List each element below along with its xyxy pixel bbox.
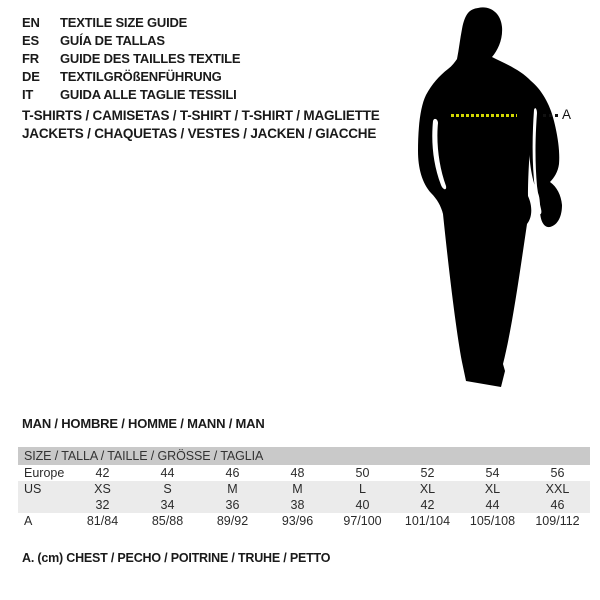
chest-measure-dashes-yellow [451,114,517,117]
size-cell: XXL [545,482,570,496]
row-label: A [24,514,33,528]
size-cell: 44 [485,498,500,512]
table-row-chest-a [18,513,590,529]
language-row [22,49,240,67]
size-cell: 89/92 [216,514,249,528]
size-cell: 38 [290,498,305,512]
language-label: GUIDE DES TAILLES TEXTILE [60,50,241,66]
language-row [22,13,240,31]
row-label: Europe [24,466,65,480]
footnote-chest: A. (cm) CHEST / PECHO / POITRINE / TRUHE / PETTO [22,551,331,565]
chest-measure-label: A [562,107,572,122]
size-cell: M [292,482,303,496]
category-tshirts: T-SHIRTS / CAMISETAS / T-SHIRT / T-SHIRT / MAGLIETTE [22,108,380,123]
language-code: IT [22,86,34,102]
size-cell: 50 [355,466,370,480]
size-cell: XS [94,482,111,496]
language-row [22,67,240,85]
language-label: TEXTILE SIZE GUIDE [60,14,188,30]
size-cell: 46 [225,466,240,480]
chest-measure-dashes-black [543,114,560,117]
language-code: FR [22,50,39,66]
language-code: EN [22,14,40,30]
language-label: GUÍA DE TALLAS [60,32,165,48]
man-silhouette [418,7,562,387]
size-cell: 40 [355,498,370,512]
size-figure [400,0,600,400]
size-cell: 81/84 [86,514,119,528]
size-cell: 42 [95,466,110,480]
man-silhouette-svg [400,0,600,400]
category-lines [22,107,380,143]
size-cell: 97/100 [343,514,382,528]
size-cell: L [359,482,366,496]
size-cell: 105/108 [469,514,516,528]
size-cell: 32 [95,498,110,512]
size-cell: 34 [160,498,175,512]
size-cell: 46 [550,498,565,512]
size-cell: 85/88 [151,514,184,528]
table-row-europe [18,465,590,481]
language-label: TEXTILGRÖßENFÜHRUNG [60,68,222,84]
size-cell: XL [419,482,436,496]
size-cell: 56 [550,466,565,480]
language-label: GUIDA ALLE TAGLIE TESSILI [60,86,237,102]
size-cell: 42 [420,498,435,512]
size-cell: 101/104 [404,514,451,528]
size-cell: 48 [290,466,305,480]
language-row [22,31,240,49]
size-cell: S [163,482,172,496]
size-table-header: SIZE / TALLA / TAILLE / GRÖSSE / TAGLIA [18,447,590,465]
size-cell: M [227,482,238,496]
size-cell: 54 [485,466,500,480]
row-label: US [24,482,42,496]
language-row [22,85,240,103]
language-guide-list [22,13,240,103]
size-cell: 52 [420,466,435,480]
language-code: DE [22,68,40,84]
size-table [18,447,590,529]
size-cell: 93/96 [281,514,314,528]
size-cell: 36 [225,498,240,512]
section-title-man: MAN / HOMBRE / HOMME / MANN / MAN [22,416,265,431]
size-cell: 44 [160,466,175,480]
table-row-us [18,481,590,497]
language-code: ES [22,32,39,48]
table-row-numeric [18,497,590,513]
size-cell: 109/112 [535,514,580,528]
size-cell: XL [484,482,501,496]
category-jackets: JACKETS / CHAQUETAS / VESTES / JACKEN / GIACCHE [22,126,377,141]
